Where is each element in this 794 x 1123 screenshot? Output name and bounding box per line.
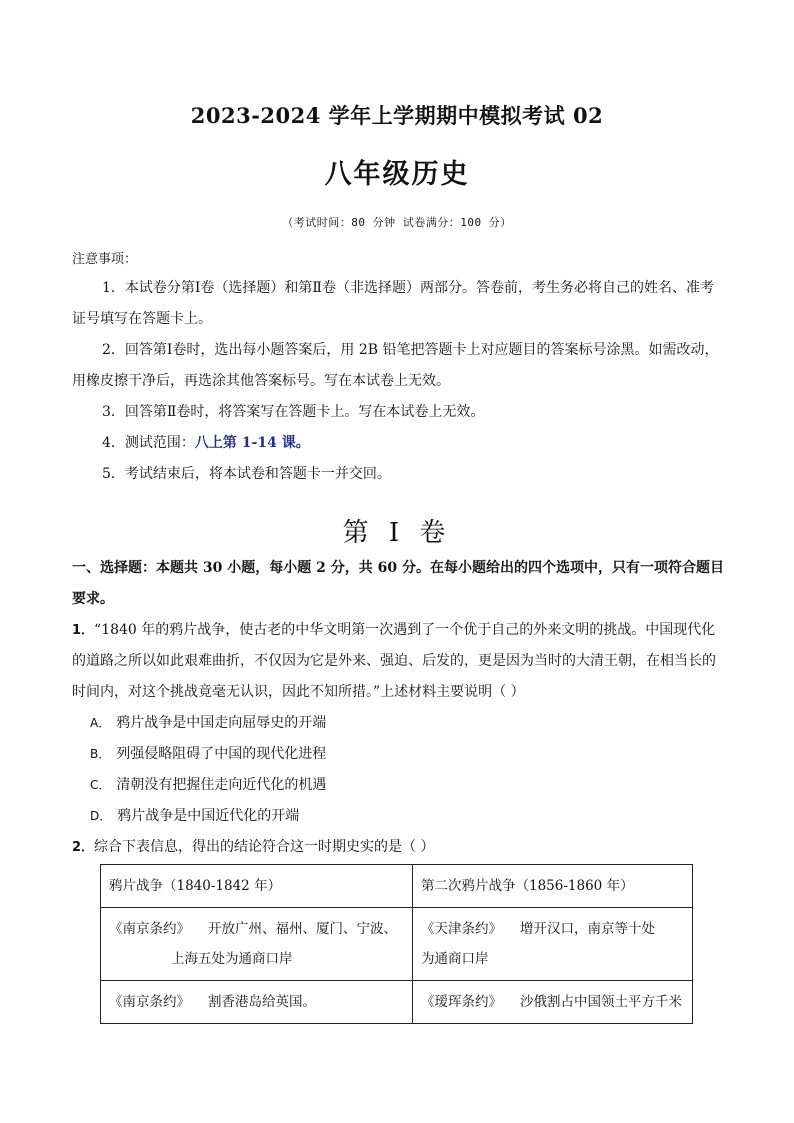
section-title: 第 I 卷 [342, 518, 452, 548]
table-cell: 《瑷珲条约》 沙俄割占中国领土平方千米 [413, 981, 693, 1024]
notes-heading: 注意事项： [72, 252, 138, 267]
table-header: 第二次鸦片战争（1856-1860 年） [413, 865, 693, 908]
table-cell: 《天津条约》 增开汉口，南京等十处 为通商口岸 [413, 908, 693, 981]
exam-meta: （考试时间：80 分钟 试卷满分：100 分） [282, 216, 512, 229]
exam-subject: 八年级历史 [324, 159, 470, 190]
question-number: 2． [72, 840, 95, 855]
question-number: 1． [72, 623, 95, 638]
note-item: 1．本试卷分第Ⅰ卷（选择题）和第Ⅱ卷（非选择题）两部分。答卷前，考生务必将自己的姓名、准考证号填写在答题卡上。 [72, 280, 714, 327]
question-1 [72, 615, 724, 708]
note-item: 2．回答第Ⅰ卷时，选出每小题答案后，用 2B 铅笔把答题卡上对应题目的答案标号涂黑。如需改动，用橡皮擦干净后，再选涂其他答案标号。写在本试卷上无效。 [72, 342, 719, 389]
table-cell: 《南京条约》 开放广州、福州、厦门、宁波、 上海五处为通商口岸 [101, 908, 413, 981]
table-cell: 《南京条约》 割香港岛给英国。 [101, 981, 413, 1024]
option-c: C． 清朝没有把握住走向近代化的机遇 [90, 777, 327, 793]
option-d: D． 鸦片战争是中国近代化的开端 [90, 808, 300, 824]
scope-highlight: 八上第 1-14 课。 [194, 435, 310, 451]
note-item: 4．测试范围：八上第 1-14 课。 [102, 435, 310, 451]
note-item: 3．回答第Ⅱ卷时，将答案写在答题卡上。写在本试卷上无效。 [102, 404, 485, 420]
option-a: A． 鸦片战争是中国走向屈辱史的开端 [90, 715, 327, 731]
treaty-table [100, 864, 693, 1024]
option-b: B． 列强侵略阻碍了中国的现代化进程 [90, 746, 327, 762]
table-header-row [101, 865, 693, 908]
table-row [101, 908, 693, 981]
table-row [101, 981, 693, 1024]
note-item: 5．考试结束后，将本试卷和答题卡一并交回。 [102, 466, 391, 482]
question-text: “1840 年的鸦片战争，使古老的中华文明第一次遇到了一个优于自己的外来文明的挑战。中国现代化的道路之所以如此艰难曲折，不仅因为它是外来、强迫、后发的，更是因为当时的大清王朝，在相当长的时间内，对这个挑战竟毫无认识，因此不知所措。”上述材料主要说明（ ） [72, 622, 716, 700]
question-2 [72, 832, 724, 863]
table-header: 鸦片战争（1840-1842 年） [101, 865, 413, 908]
question-text: 综合下表信息，得出的结论符合这一时期史实的是（ ） [94, 839, 435, 855]
section-instructions: 一、选择题：本题共 30 小题，每小题 2 分，共 60 分。在每小题给出的四个选项中，只有一项符合题目要求。 [72, 560, 724, 607]
exam-title: 2023-2024 学年上学期期中模拟考试 02 [190, 103, 604, 128]
